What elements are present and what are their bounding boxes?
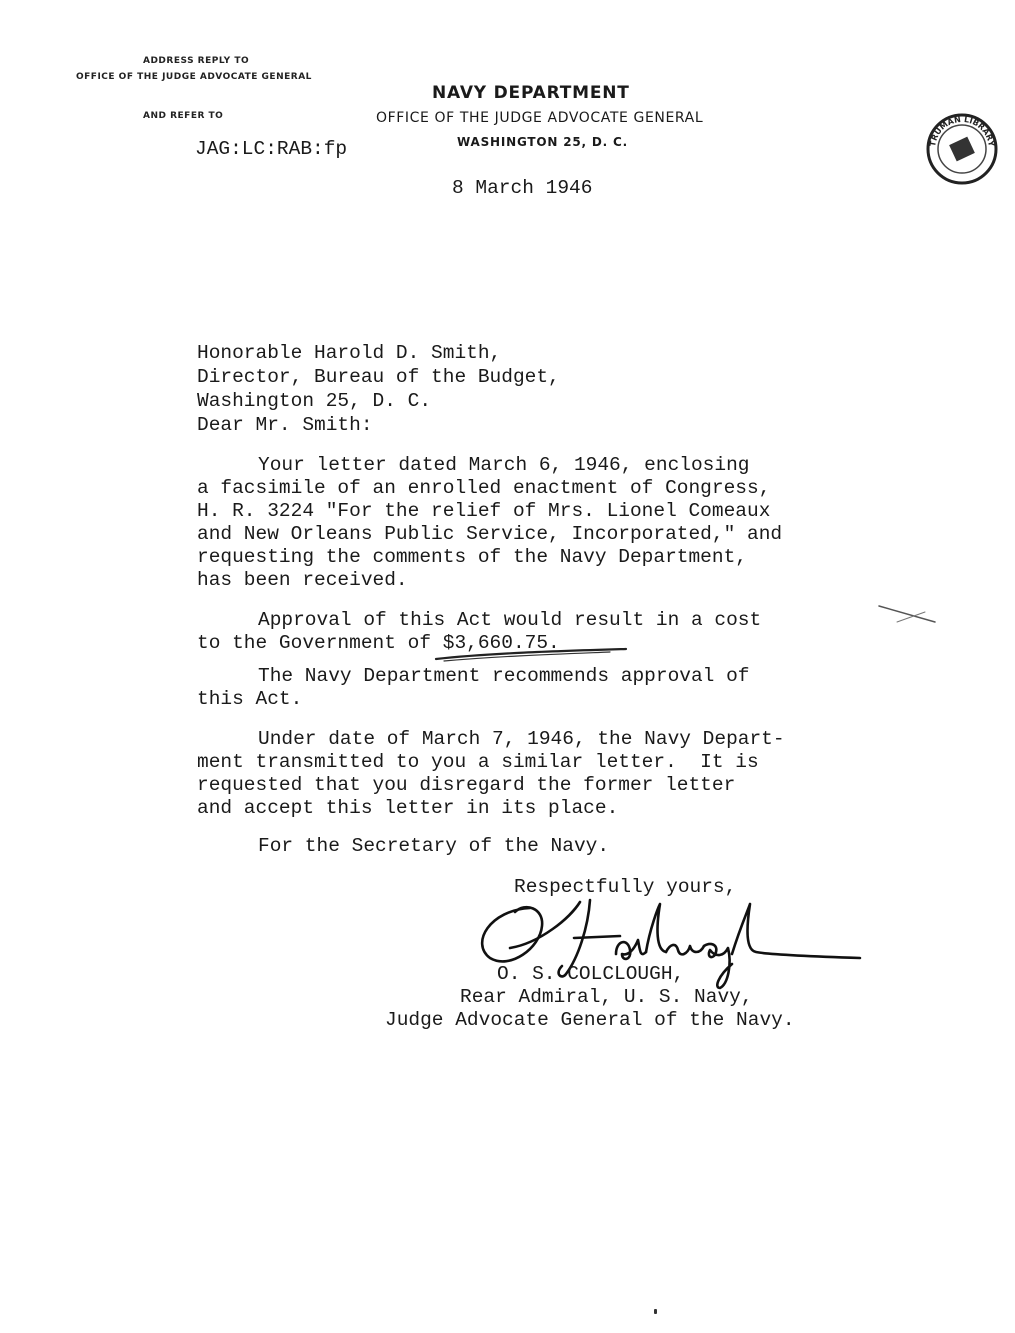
letter-date: 8 March 1946 [452, 177, 593, 199]
office-title: OFFICE OF THE JUDGE ADVOCATE GENERAL [376, 110, 704, 126]
office-label-left: OFFICE OF THE JUDGE ADVOCATE GENERAL [76, 72, 312, 82]
handwritten-underline [430, 645, 630, 665]
department-title: NAVY DEPARTMENT [432, 83, 630, 103]
body-p1-line: requesting the comments of the Navy Department, [197, 546, 747, 568]
signer-title-1: Rear Admiral, U. S. Navy, [460, 986, 753, 1008]
body-p2-line: Approval of this Act would result in a cost [258, 609, 762, 631]
refer-to-label: AND REFER TO [143, 111, 224, 121]
paper-speck [654, 1309, 657, 1314]
body-p4-line: Under date of March 7, 1946, the Navy Depart- [258, 728, 785, 750]
body-p3-line: this Act. [197, 688, 303, 710]
body-p1-line: and New Orleans Public Service, Incorporated," and [197, 523, 783, 545]
library-stamp [925, 112, 999, 186]
recipient-line-2: Director, Bureau of the Budget, [197, 366, 560, 388]
address-reply-label: ADDRESS REPLY TO [143, 56, 250, 66]
city-line: WASHINGTON 25, D. C. [457, 135, 628, 149]
body-p1-line: has been received. [197, 569, 408, 591]
body-p4-line: and accept this letter in its place. [197, 797, 619, 819]
svg-text:TRUMAN LIBRARY: TRUMAN LIBRARY [928, 114, 996, 148]
body-p1-line: a facsimile of an enrolled enactment of Congress, [197, 477, 771, 499]
body-p1-line: Your letter dated March 6, 1946, enclosing [258, 454, 750, 476]
body-p5: For the Secretary of the Navy. [258, 835, 610, 857]
body-p4-line: requested that you disregard the former letter [197, 774, 736, 796]
body-p1-line: H. R. 3224 "For the relief of Mrs. Lionel Comeaux [197, 500, 771, 522]
complimentary-close: Respectfully yours, [514, 876, 737, 898]
recipient-line-3: Washington 25, D. C. [197, 390, 432, 412]
margin-mark [875, 600, 945, 630]
salutation: Dear Mr. Smith: [197, 414, 373, 436]
body-p4-line: ment transmitted to you a similar letter. It is [197, 751, 759, 773]
reference-code: JAG:LC:RAB:fp [195, 138, 348, 160]
recipient-line-1: Honorable Harold D. Smith, [197, 342, 502, 364]
body-p2-line: to the Government of $3,660.75. [197, 632, 560, 654]
body-p3-line: The Navy Department recommends approval of [258, 665, 750, 687]
signer-title-2: Judge Advocate General of the Navy. [385, 1009, 795, 1031]
signer-name: O. S. COLCLOUGH, [497, 963, 685, 985]
